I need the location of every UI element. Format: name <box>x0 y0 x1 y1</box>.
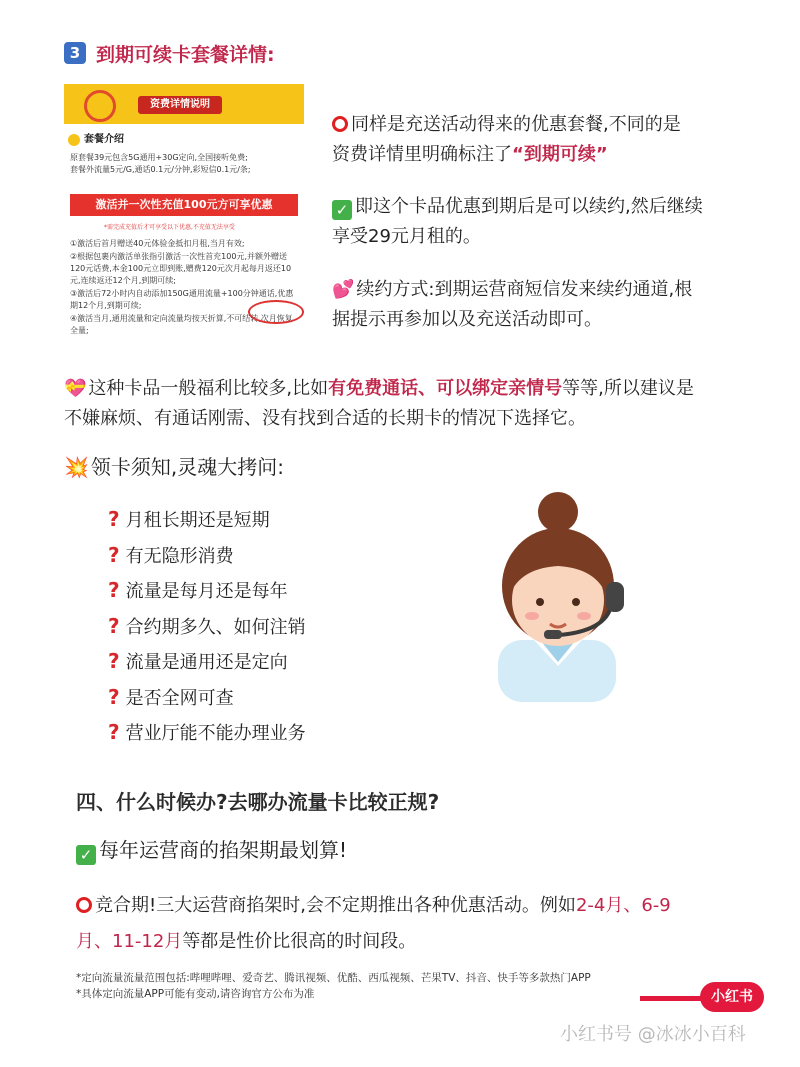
competition-paragraph <box>76 888 756 960</box>
questions-heading <box>64 452 284 482</box>
renewable-paragraph <box>332 110 772 170</box>
summary-paragraph <box>64 374 784 434</box>
text: 这种卡品一般福利比较多,比如 <box>88 378 329 399</box>
footnote: *具体定向流量APP可能有变动,请咨询官方公布为准 <box>76 988 315 1000</box>
list-item <box>108 646 428 682</box>
rule-item: ①激活后首月赠送40元体验金抵扣月租,当月有效; <box>70 239 245 248</box>
collision-icon: 💥 <box>64 455 89 479</box>
rule-item: ②根据包裹内激活单张指引激活一次性首充100元,并额外赠送120元话费,本金100元立即到账,赠费120元次月起每月返还10元,连续返还12个月,到期可续; <box>70 252 292 285</box>
question-text: 月租长期还是短期 <box>125 510 270 531</box>
question-text: 流量是通用还是定向 <box>125 652 288 673</box>
text: 据提示再参加以及充送活动即可。 <box>332 309 602 330</box>
question-text: 营业厅能不能办理业务 <box>125 723 306 744</box>
text: 等都是性价比很高的时间段。 <box>182 931 417 952</box>
recharge-note: *需完成充值后才可享受以下优惠,不充值无法享受 <box>104 224 235 231</box>
footnote: *定向流量流量范围包括:哔哩哔哩、爱奇艺、腾讯视频、优酷、西瓜视频、芒果TV、抖音、快手等多款热门APP <box>76 972 591 984</box>
watermark: 小红书号 @冰冰小百科 <box>560 1024 746 1045</box>
text: 每年运营商的掐架期最划算! <box>99 838 348 862</box>
months-highlight: 2-4月、6-9 <box>575 895 671 916</box>
list-item <box>108 540 428 576</box>
question-mark-icon: ? <box>108 613 120 638</box>
highlight-circle <box>248 300 304 324</box>
renewable-highlight: “到期可续” <box>512 144 608 165</box>
text: 竞合期!三大运营商掐架时,会不定期推出各种优惠活动。例如 <box>95 895 576 916</box>
renew-method-paragraph <box>332 275 772 335</box>
list-item <box>108 504 428 540</box>
text: 续约方式:到期运营商短信发来续约通道,根 <box>356 279 693 300</box>
question-mark-icon: ? <box>108 542 120 567</box>
customer-service-avatar-icon <box>480 490 640 705</box>
question-mark-icon: ? <box>108 507 120 531</box>
package-line: 套餐外流量5元/G,通话0.1元/分钟,彩短信0.1元/条; <box>70 165 251 174</box>
list-item <box>108 717 428 753</box>
benefit-highlight: 有免费通话、可以绑定亲情号 <box>328 378 563 399</box>
red-circle-icon <box>332 116 348 132</box>
red-circle-icon <box>76 897 92 913</box>
text: 即这个卡品优惠到期后是可以续约,然后继续 <box>355 196 703 217</box>
best-time-heading <box>76 834 347 866</box>
tariff-card-image <box>64 84 304 346</box>
ring-decoration-icon <box>84 90 116 122</box>
recharge-banner: 激活并一次性充值100元方可享优惠 <box>70 194 298 216</box>
rule-item: ③激活后72小时内自动添加150G通用流量+100分钟通话,优惠期12个月,到期可续; <box>70 289 294 310</box>
hearts-icon: 💕 <box>332 279 355 300</box>
question-mark-icon: ? <box>108 720 120 744</box>
text: 同样是充送活动得来的优惠套餐,不同的是 <box>351 114 681 135</box>
list-item <box>108 611 428 647</box>
list-item <box>108 575 428 611</box>
heart-ribbon-icon: 💝 <box>64 378 87 399</box>
text: 等等,所以建议是 <box>562 378 694 399</box>
question-text: 有无隐形消费 <box>125 545 234 567</box>
question-mark-icon: ? <box>108 578 120 602</box>
months-highlight: 月、11-12月 <box>76 931 183 952</box>
list-item <box>108 682 428 718</box>
check-icon: ✓ <box>76 845 96 865</box>
card-banner-title: 资费详情说明 <box>138 96 222 114</box>
text: 资费详情里明确标注了 <box>332 144 512 165</box>
text: 不嫌麻烦、有通话刚需、没有找到合适的长期卡的情况下选择它。 <box>64 408 586 429</box>
question-text: 是否全网可查 <box>125 687 234 709</box>
question-text: 合约期多久、如何注销 <box>125 616 306 638</box>
section-title: 到期可续卡套餐详情: <box>96 44 275 66</box>
section-number-badge: 3 <box>64 42 86 64</box>
xiaohongshu-logo: 小红书 <box>700 982 764 1012</box>
package-intro-title: 套餐介绍 <box>84 134 124 145</box>
bulb-icon <box>68 134 80 146</box>
question-mark-icon: ? <box>108 649 120 673</box>
package-intro-text <box>70 152 302 176</box>
question-list <box>108 504 428 753</box>
footnotes <box>76 970 696 1002</box>
question-mark-icon: ? <box>108 684 120 709</box>
renew-explanation-paragraph <box>332 192 772 252</box>
text: 领卡须知,灵魂大拷问: <box>90 455 285 479</box>
section4-title: 四、什么时候办?去哪办流量卡比较正规? <box>76 790 440 814</box>
text: 享受29元月租的。 <box>332 226 481 247</box>
check-icon: ✓ <box>332 200 352 220</box>
question-text: 流量是每月还是每年 <box>125 581 288 602</box>
rule-item: ④激活当月,通用流量和定向流量均按天折算,不可结转,次月恢复全量; <box>70 314 293 335</box>
package-line: 原套餐39元包含5G通用+30G定向,全国接听免费; <box>70 153 248 162</box>
